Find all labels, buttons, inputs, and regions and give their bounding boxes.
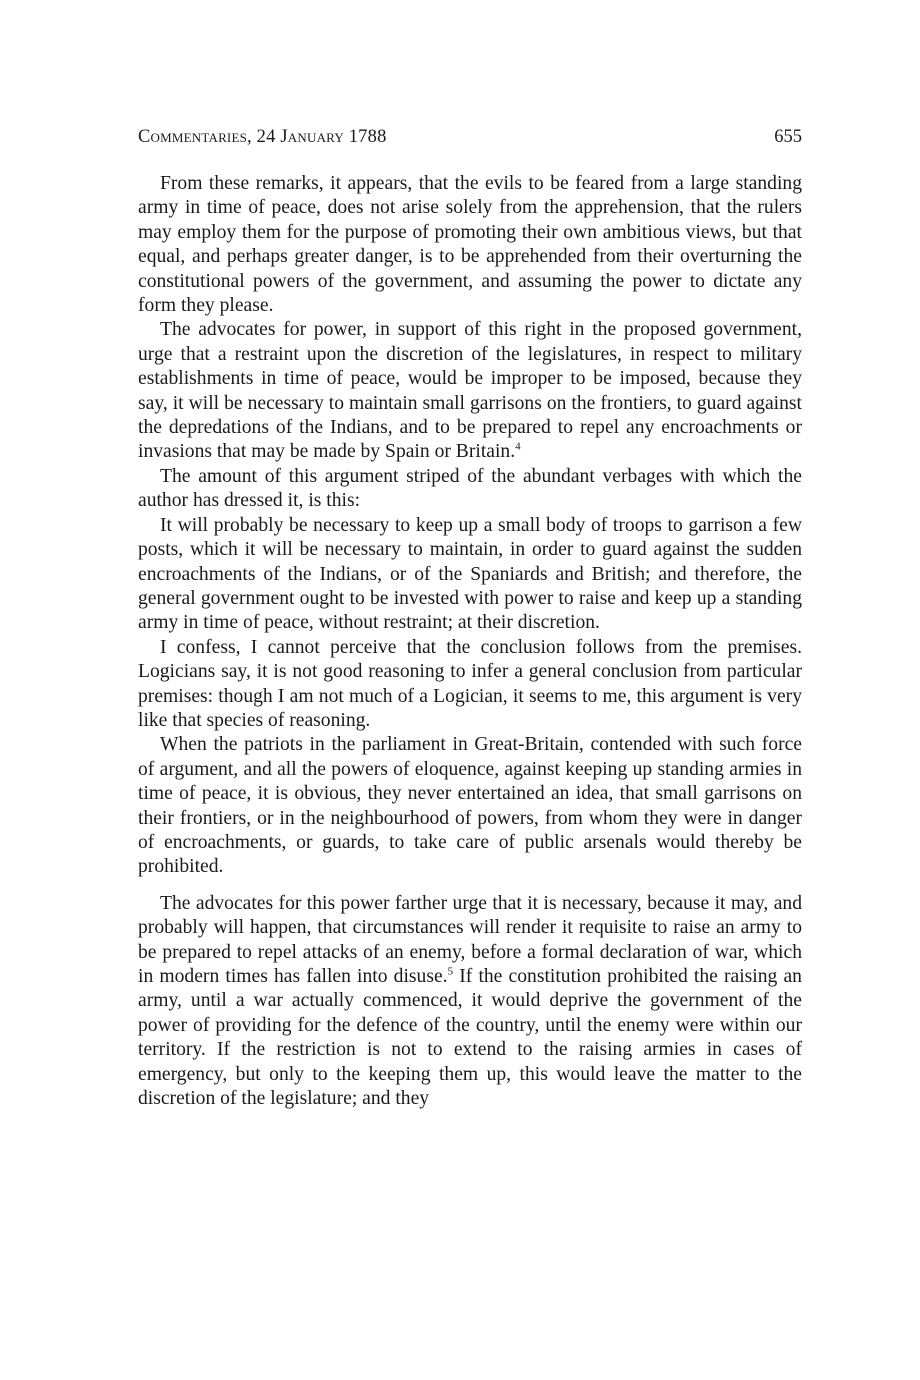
paragraph-text: If the constitution prohibited the raising an army, until a war actually commenced, it would deprive the government of the power of providing for the defence of the country, until the enemy were within our territory. If the restriction is not to extend to the raising armies in cases of emergency, but only to the keeping them up, this would leave the matter to the discretion of the legislature; and they <box>138 966 802 1110</box>
paragraph-text: The amount of this argument striped of the abundant verbages with which the author has dressed it, is this: <box>138 465 802 512</box>
paragraph <box>138 465 802 514</box>
footnote-reference: 5 <box>447 965 454 978</box>
paragraph <box>138 733 802 879</box>
document-page <box>138 122 802 1111</box>
running-head-title: Commentaries, 24 January 1788 <box>138 127 387 147</box>
page-number: 655 <box>774 127 802 147</box>
footnote-reference: 4 <box>515 440 521 453</box>
paragraph-text: The advocates for this power farther urge that it is necessary, because it may, and probably will happen, that circumstances will render it requisite to raise an army to be prepared to repel attacks of an enemy, before a formal declaration of war, which in modern times has fallen into disuse. <box>138 892 802 987</box>
paragraph-text: It will probably be necessary to keep up a small body of troops to garrison a few posts, which it will be necessary to maintain, in order to guard against the sudden encroachments of the Indians, or of the Spaniards and British; and therefore, the general government ought to be invested with power to raise and keep up a standing army in time of peace, without restraint; at their discretion. <box>138 514 802 634</box>
paragraph-text: When the patriots in the parliament in Great-Britain, contended with such force of argument, and all the powers of eloquence, against keeping up standing armies in time of peace, it is obvious, they never entertained an idea, that small garrisons on their frontiers, or in the neighbourhood of powers, from whom they were in danger of encroachments, or guards, to take care of public arsenals would thereby be prohibited. <box>138 734 802 878</box>
paragraph-text: The advocates for power, in support of this right in the proposed government, urge that a restraint upon the discretion of the legislatures, in respect to military establishments in time of peace, would be improper to be imposed, because they say, it will be necessary to maintain small garrisons on the frontiers, to guard against the depredations of the Indians, and to be prepared to repel any encroachments or invasions that may be made by Spain or Britain. <box>138 319 802 463</box>
paragraph <box>138 892 802 1112</box>
running-head <box>138 122 802 152</box>
paragraph-text: I confess, I cannot perceive that the conclusion follows from the premises. Logicians say, it is not good reasoning to infer a general conclusion from particular premises: though I am not much of a Logician, it seems to me, this argument is very like that species of reasoning. <box>138 636 802 731</box>
paragraph <box>138 636 802 734</box>
paragraph-text: From these remarks, it appears, that the evils to be feared from a large standing army in time of peace, does not arise solely from the apprehension, that the rulers may employ them for the purpose of promoting their own ambitious views, but that equal, and perhaps greater danger, is to be apprehended from their overturning the constitutional powers of the government, and assuming the power to dictate any form they please. <box>138 173 802 317</box>
paragraph <box>138 514 802 636</box>
body-text <box>138 172 802 1111</box>
paragraph <box>138 172 802 318</box>
paragraph <box>138 318 802 464</box>
